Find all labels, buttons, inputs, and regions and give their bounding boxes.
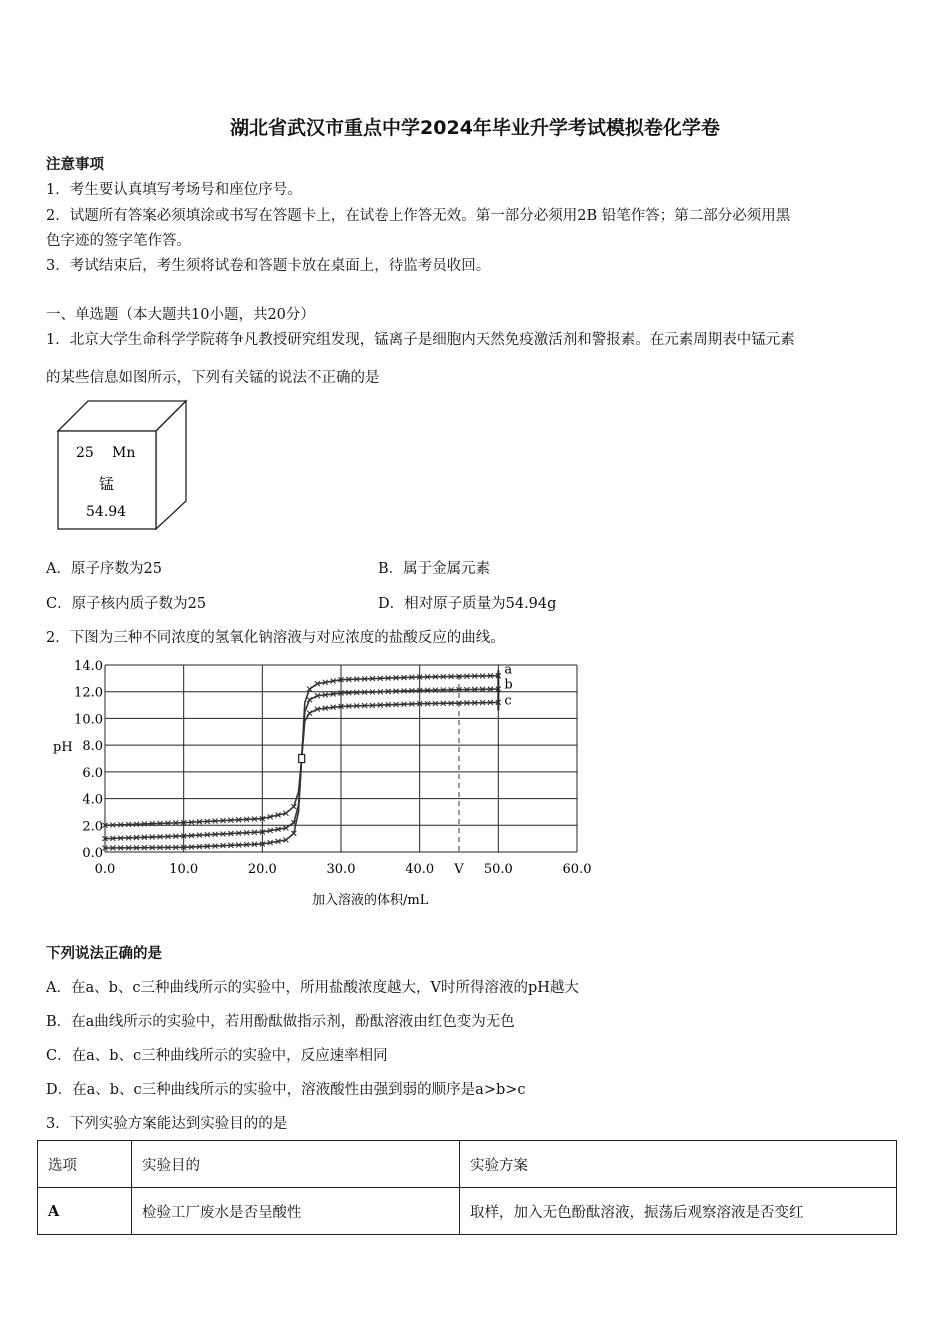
table-header-cell: 选项 (38, 1141, 132, 1188)
table-header-cell: 实验目的 (132, 1141, 460, 1188)
series-line-c (105, 702, 498, 825)
table-row (38, 1188, 897, 1235)
q2-option-b[interactable]: B．在a曲线所示的实验中，若用酚酞做指示剂，酚酞溶液由红色变为无色 (46, 1014, 515, 1030)
series-label-c: c (504, 693, 512, 709)
y-axis-label: pH (53, 740, 73, 755)
element-card (56, 397, 191, 536)
x-tick-label: 60.0 (562, 862, 592, 877)
y-tick-label: 10.0 (74, 712, 103, 728)
q1-option-c[interactable]: C．原子核内质子数为25 (46, 596, 207, 612)
x-tick-label: 10.0 (169, 862, 199, 877)
section-heading: 一、单选题（本大题共10小题，共20分） (46, 307, 315, 323)
x-tick-label: 40.0 (405, 862, 435, 877)
table-cell: 检验工厂废水是否呈酸性 (132, 1188, 460, 1235)
notice-item: 1．考生要认真填写考场号和座位序号。 (46, 182, 302, 198)
x-axis-label: 加入溶液的体积/mL (312, 893, 429, 908)
y-tick-label: 4.0 (82, 792, 103, 808)
series-label-a: a (504, 662, 513, 678)
x-tick-label: 50.0 (483, 862, 513, 877)
y-tick-label: 14.0 (74, 659, 103, 674)
x-tick-label: 30.0 (326, 862, 356, 877)
y-tick-label: 2.0 (82, 819, 103, 835)
equivalence-marker (299, 755, 305, 763)
x-tick-label: 0.0 (94, 862, 116, 877)
notice-heading: 注意事项 (46, 156, 104, 173)
notice-item: 2．试题所有答案必须填涂或书写在答题卡上，在试卷上作答无效。第一部分必须用2B 铅笔作答；第二部分必须用黑 (46, 208, 791, 224)
table-cell: A (38, 1188, 132, 1235)
notice-item: 色字迹的签字笔作答。 (46, 233, 191, 249)
q2-sub-stem: 下列说法正确的是 (46, 945, 162, 962)
table-header-row (38, 1141, 897, 1188)
q2-option-a[interactable]: A．在a、b、c三种曲线所示的实验中，所用盐酸浓度越大，V时所得溶液的pH越大 (46, 980, 579, 996)
y-tick-label: 8.0 (82, 739, 103, 755)
element-cube-figure (56, 397, 191, 532)
y-tick-label: 6.0 (82, 765, 103, 781)
q1-option-d[interactable]: D．相对原子质量为54.94g (378, 596, 557, 612)
table-cell: 取样，加入无色酚酞溶液，振荡后观察溶液是否变红 (460, 1188, 897, 1235)
q2-option-d[interactable]: D．在a、b、c三种曲线所示的实验中，溶液酸性由强到弱的顺序是a>b>c (46, 1082, 526, 1098)
q1-option-b[interactable]: B．属于金属元素 (378, 561, 491, 577)
x-tick-label: V (454, 862, 464, 877)
q2-option-c[interactable]: C．在a、b、c三种曲线所示的实验中，反应速率相同 (46, 1048, 388, 1064)
notice-item: 3．考试结束后，考生须将试卷和答题卡放在桌面上，待监考员收回。 (46, 258, 491, 274)
element-name: 锰 (99, 475, 115, 493)
q2-stem: 2．下图为三种不同浓度的氢氧化钠溶液与对应浓度的盐酸反应的曲线。 (46, 630, 505, 646)
q3-stem: 3．下列实验方案能达到实验目的的是 (46, 1116, 288, 1132)
x-tick-labels (95, 862, 592, 877)
element-mass: 54.94 (86, 504, 127, 520)
q1-stem: 1．北京大学生命科学学院蒋争凡教授研究组发现，锰离子是细胞内天然免疫激活剂和警报素。在元素周期表中锰元素 (46, 332, 795, 348)
series-labels (504, 663, 512, 709)
element-symbol: Mn (112, 445, 136, 461)
chart-curves (103, 670, 501, 850)
y-tick-labels (74, 659, 103, 861)
q1-option-a[interactable]: A．原子序数为25 (46, 561, 162, 577)
page-title: 湖北省武汉市重点中学2024年毕业升学考试模拟卷化学卷 (230, 117, 720, 139)
titration-chart (40, 652, 620, 914)
x-tick-label: 20.0 (247, 862, 277, 877)
y-tick-label: 0.0 (82, 846, 103, 861)
q3-table (37, 1140, 897, 1235)
element-number: 25 (76, 445, 94, 461)
q1-stem: 的某些信息如图所示，下列有关锰的说法不正确的是 (46, 370, 380, 386)
series-label-b: b (504, 677, 513, 693)
y-tick-label: 12.0 (74, 685, 103, 701)
table-header-cell: 实验方案 (460, 1141, 897, 1188)
